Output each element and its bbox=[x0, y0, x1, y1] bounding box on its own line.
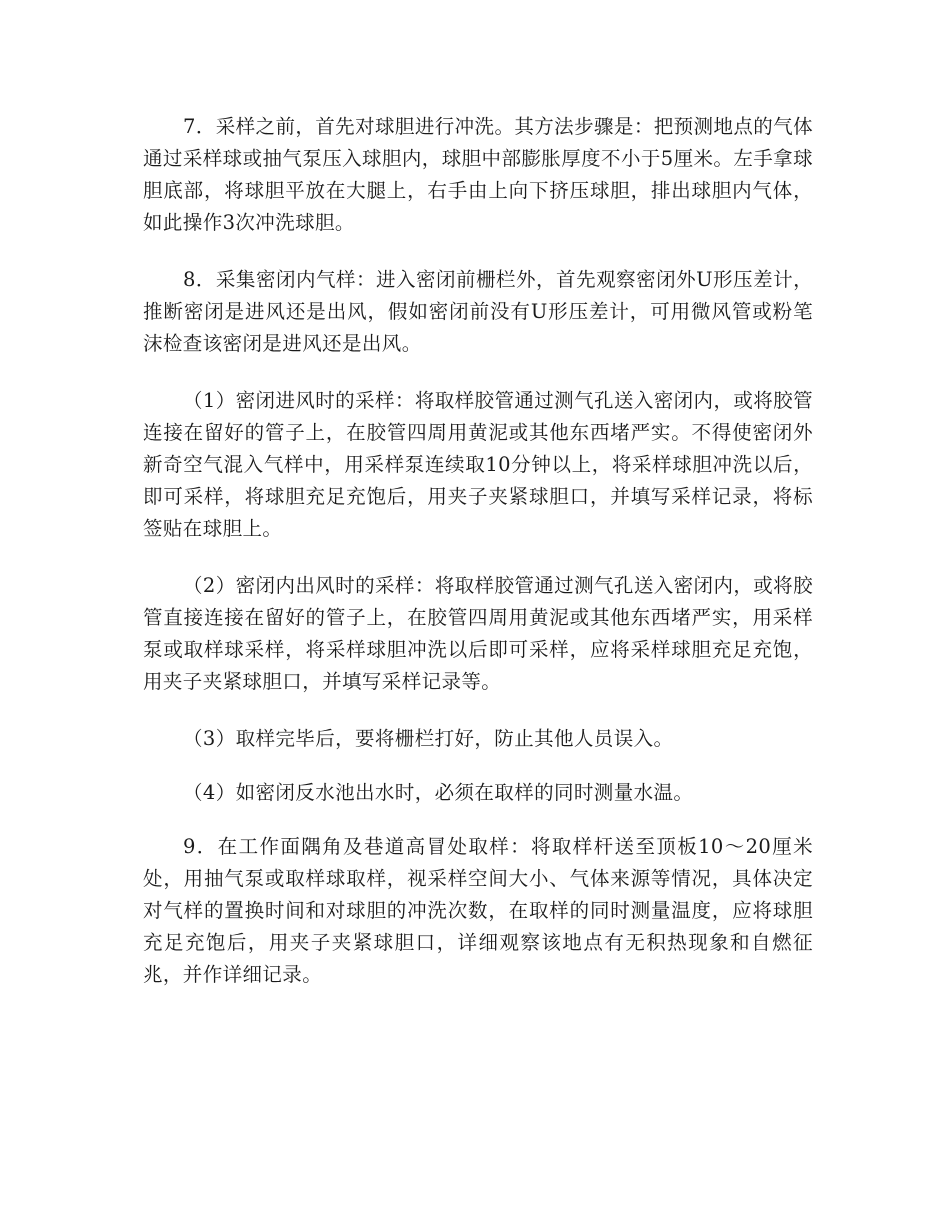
paragraph-substep-3: （3）取样完毕后，要将栅栏打好，防止其他人员误入。 bbox=[183, 727, 674, 750]
paragraph-step-7: 7．采样之前，首先对球胆进行冲洗。其方法步骤是：把预测地点的气体通过采样球或抽气泵压入球胆内，球胆中部膨胀厚度不小于5厘米。左手拿球胆底部，将球胆平放在大腿上，右手由上向下挤压球胆，排出球胆内气体，如此操作3次冲洗球胆。 bbox=[143, 115, 813, 234]
document-page bbox=[143, 111, 813, 1016]
paragraph-step-8: 8．采集密闭内气样：进入密闭前栅栏外，首先观察密闭外U形压差计，推断密闭是进风还是出风，假如密闭前没有U形压差计，可用微风管或粉笔沫检查该密闭是进风还是出风。 bbox=[143, 268, 813, 355]
paragraph-step-9: 9．在工作面隅角及巷道高冒处取样：将取样杆送至顶板10～20厘米处，用抽气泵或取样球取样，视采样空间大小、气体来源等情况，具体决定对气样的置换时间和对球胆的冲洗次数，在取样的同时测量温度，应将球胆充足充饱后，用夹子夹紧球胆口，详细观察该地点有无积热现象和自燃征兆，并作详细记录。 bbox=[143, 835, 813, 986]
paragraph-substep-1: （1）密闭进风时的采样：将取样胶管通过测气孔送入密闭内，或将胶管连接在留好的管子上，在胶管四周用黄泥或其他东西堵严实。不得使密闭外新奇空气混入气样中，用采样泵连续取10分钟以上，将采样球胆冲洗以后，即可采样，将球胆充足充饱后，用夹子夹紧球胆口，并填写采样记录，将标签贴在球胆上。 bbox=[143, 389, 813, 540]
paragraph-substep-2: （2）密闭内出风时的采样：将取样胶管通过测气孔送入密闭内，或将胶管直接连接在留好的管子上，在胶管四周用黄泥或其他东西堵严实，用采样泵或取样球采样，将采样球胆冲洗以后即可采样，应将采样球胆充足充饱，用夹子夹紧球胆口，并填写采样记录等。 bbox=[143, 574, 813, 693]
paragraph-substep-4: （4）如密闭反水池出水时，必须在取样的同时测量水温。 bbox=[183, 781, 694, 804]
